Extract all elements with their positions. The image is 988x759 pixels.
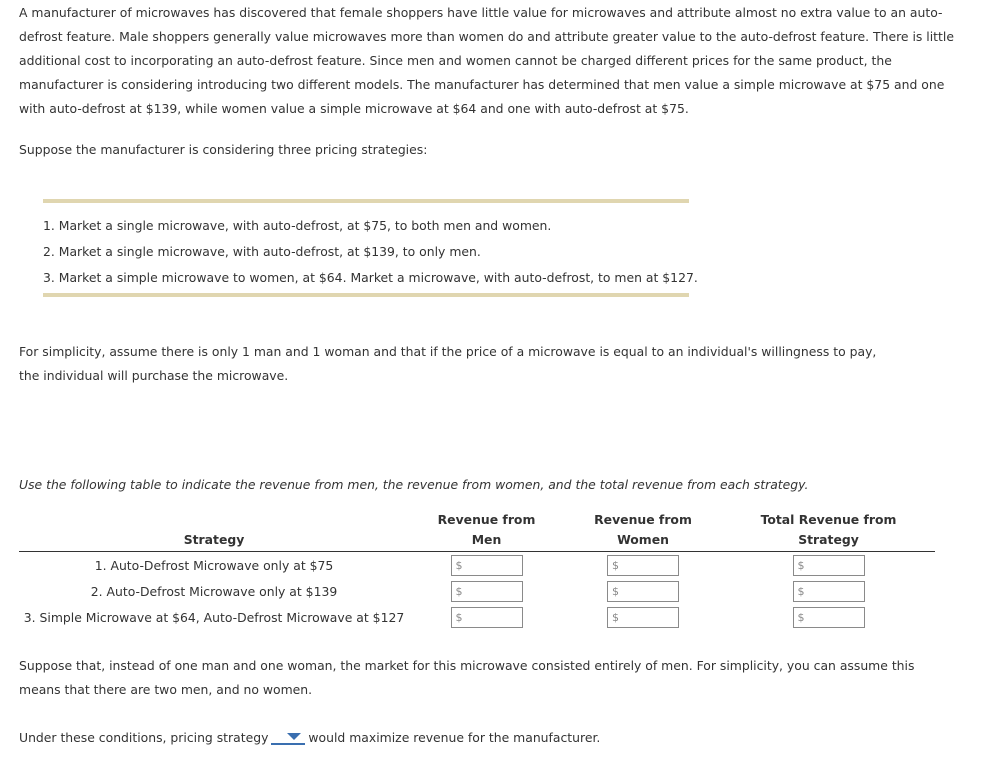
row-label: 2. Auto-Defrost Microwave only at $139 [90,583,338,599]
revenue-women-input[interactable]: $ [607,607,679,628]
strategy-list-box [43,199,698,297]
conclusion-before: Under these conditions, pricing strategy [19,730,269,745]
revenue-men-input[interactable]: $ [451,555,523,576]
table-row [19,552,935,579]
total-revenue-input[interactable]: $ [793,581,865,602]
table-row [19,578,935,604]
revenue-table [19,510,935,630]
revenue-women-input[interactable]: $ [607,555,679,576]
row-label: 3. Simple Microwave at $64, Auto-Defrost Microwave at $127 [23,609,405,625]
row-label: 1. Auto-Defrost Microwave only at $75 [94,557,334,573]
header-revenue-men: Revenue from Men [437,512,536,547]
header-total-revenue: Total Revenue from Strategy [760,512,897,547]
strategy-item: 2. Market a single microwave, with auto-defrost, at $139, to only men. [43,244,481,259]
table-instruction: Use the following table to indicate the revenue from men, the revenue from women, and the total revenue from each strategy. [19,477,809,492]
strategy-item: 1. Market a single microwave, with auto-defrost, at $75, to both men and women. [43,218,552,233]
dropdown-arrow-icon [287,733,301,740]
revenue-women-input[interactable]: $ [607,581,679,602]
intro-paragraph: A manufacturer of microwaves has discovered that female shoppers have little value for microwaves and attribute almost no extra value to an auto-defrost feature. Male shoppers generally value microwaves more than women do and attribute greater value to the auto-defrost feature. There is little additional cost to incorporating an auto-defrost feature. Since men and women cannot be charged different prices for the same product, the manufacturer is considering introducing two different models. The manufacturer has determined that men value a simple microwave at $75 and one with auto-defrost at $139, while women value a simple microwave at $64 and one with auto-defrost at $75. [19,5,954,116]
revenue-men-input[interactable]: $ [451,581,523,602]
men-only-paragraph: Suppose that, instead of one man and one woman, the market for this microwave consisted entirely of men. For simplicity, you can assume this means that there are two men, and no women. [19,658,915,697]
strategy-dropdown[interactable] [271,729,305,745]
strategy-item: 3. Market a simple microwave to women, at $64. Market a microwave, with auto-defrost, to men at $127. [43,270,698,285]
conclusion-after: would maximize revenue for the manufacturer. [308,730,601,745]
simplicity-paragraph: For simplicity, assume there is only 1 man and 1 woman and that if the price of a microwave is equal to an individual's willingness to pay, the individual will purchase the microwave. [19,344,877,383]
header-revenue-women: Revenue from Women [594,512,692,547]
table-row [19,604,935,630]
conclusion-sentence [19,726,954,750]
total-revenue-input[interactable]: $ [793,607,865,628]
strategies-intro: Suppose the manufacturer is considering three pricing strategies: [19,142,428,157]
strategy-list [43,213,698,291]
total-revenue-input[interactable]: $ [793,555,865,576]
revenue-men-input[interactable]: $ [451,607,523,628]
header-strategy: Strategy [183,532,245,547]
